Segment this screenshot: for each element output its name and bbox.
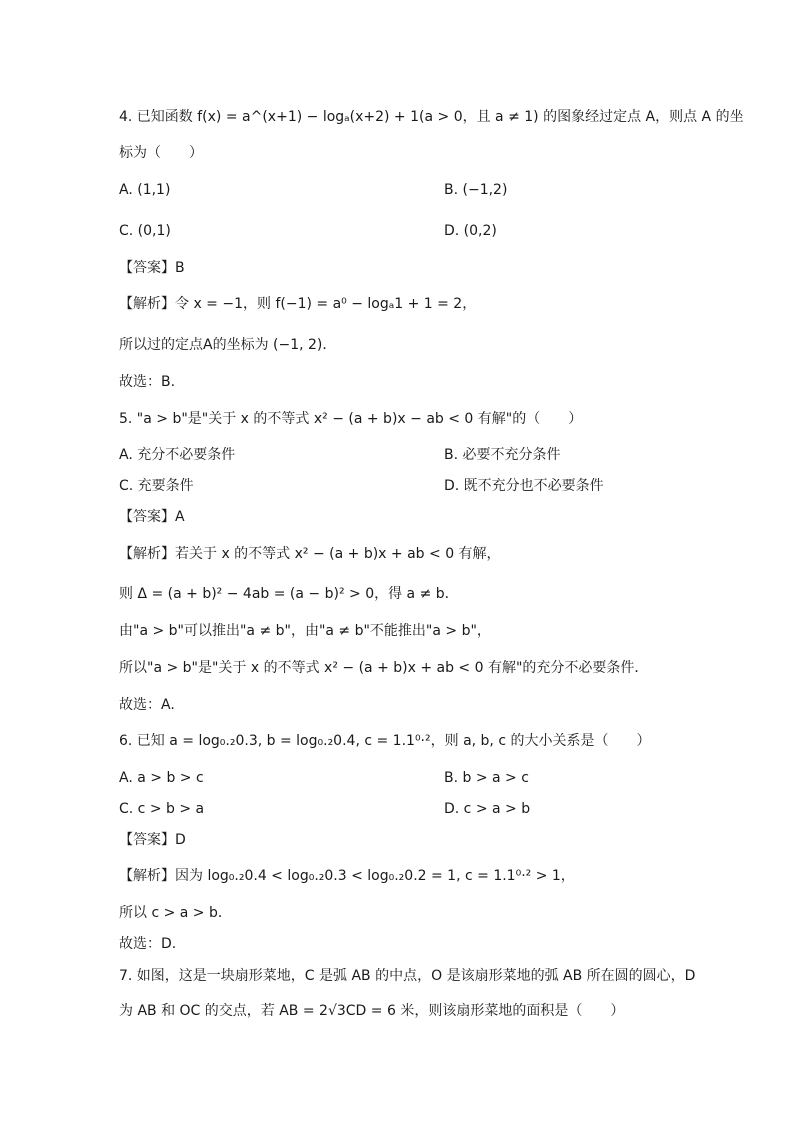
q5-conclusion: 故选：A. [119, 697, 175, 713]
q5-answer: 【答案】A [119, 509, 185, 525]
q4-stem-line2: 标为（ ） [119, 145, 203, 161]
q6-answer: 【答案】D [119, 832, 186, 848]
q7-stem-line2: 为 AB 和 OC 的交点，若 AB = 2√3CD = 6 米，则该扇形菜地的面积是（ ） [119, 1003, 625, 1019]
q6-analysis-line2: 所以 c > a > b． [119, 905, 232, 921]
q6-option-b: B. b > a > c [444, 770, 529, 786]
q4-analysis-line2: 所以过的定点A的坐标为 (−1, 2)． [119, 337, 337, 353]
q4-option-c: C. (0,1) [119, 223, 171, 239]
q5-option-b: B. 必要不充分条件 [444, 447, 561, 463]
q6-option-c: C. c > b > a [119, 801, 205, 817]
q4-stem-line1: 4. 已知函数 f(x) = a^(x+1) − logₐ(x+2) + 1(a > 0，且 a ≠ 1) 的图象经过定点 A，则点 A 的坐 [119, 109, 744, 125]
q5-option-d: D. 既不充分也不必要条件 [444, 478, 604, 494]
q6-option-a: A. a > b > c [119, 770, 204, 786]
q4-answer: 【答案】B [119, 260, 185, 276]
q5-option-c: C. 充要条件 [119, 478, 194, 494]
q4-option-b: B. (−1,2) [444, 182, 508, 198]
q4-analysis-line1: 【解析】令 x = −1，则 f(−1) = a⁰ − logₐ1 + 1 = 2， [119, 296, 477, 312]
q5-analysis-line2: 则 Δ = (a + b)² − 4ab = (a − b)² > 0，得 a ≠ b． [119, 586, 459, 602]
q5-analysis-line1: 【解析】若关于 x 的不等式 x² − (a + b)x + ab < 0 有解， [119, 546, 501, 562]
q5-analysis-line3: 由"a > b"可以推出"a ≠ b"，由"a ≠ b"不能推出"a > b"， [119, 623, 491, 639]
q6-conclusion: 故选：D. [119, 936, 177, 952]
q6-option-d: D. c > a > b [444, 801, 531, 817]
q4-conclusion: 故选：B. [119, 374, 176, 390]
q5-stem: 5. "a > b"是"关于 x 的不等式 x² − (a + b)x − ab < 0 有解"的（ ） [119, 411, 583, 427]
q4-option-a: A. (1,1) [119, 182, 171, 198]
q6-analysis-line1: 【解析】因为 log₀.₂0.4 < log₀.₂0.3 < log₀.₂0.2 = 1, c = 1.1⁰·² > 1， [119, 868, 575, 884]
q5-option-a: A. 充分不必要条件 [119, 447, 236, 463]
q5-analysis-line4: 所以"a > b"是"关于 x 的不等式 x² − (a + b)x + ab < 0 有解"的充分不必要条件． [119, 660, 649, 676]
q7-stem-line1: 7. 如图，这是一块扇形菜地，C 是弧 AB 的中点，O 是该扇形菜地的弧 AB 所在圆的圆心，D [119, 968, 696, 984]
q4-option-d: D. (0,2) [444, 223, 497, 239]
q6-stem: 6. 已知 a = log₀.₂0.3, b = log₀.₂0.4, c = 1.1⁰·²，则 a, b, c 的大小关系是（ ） [119, 733, 651, 749]
